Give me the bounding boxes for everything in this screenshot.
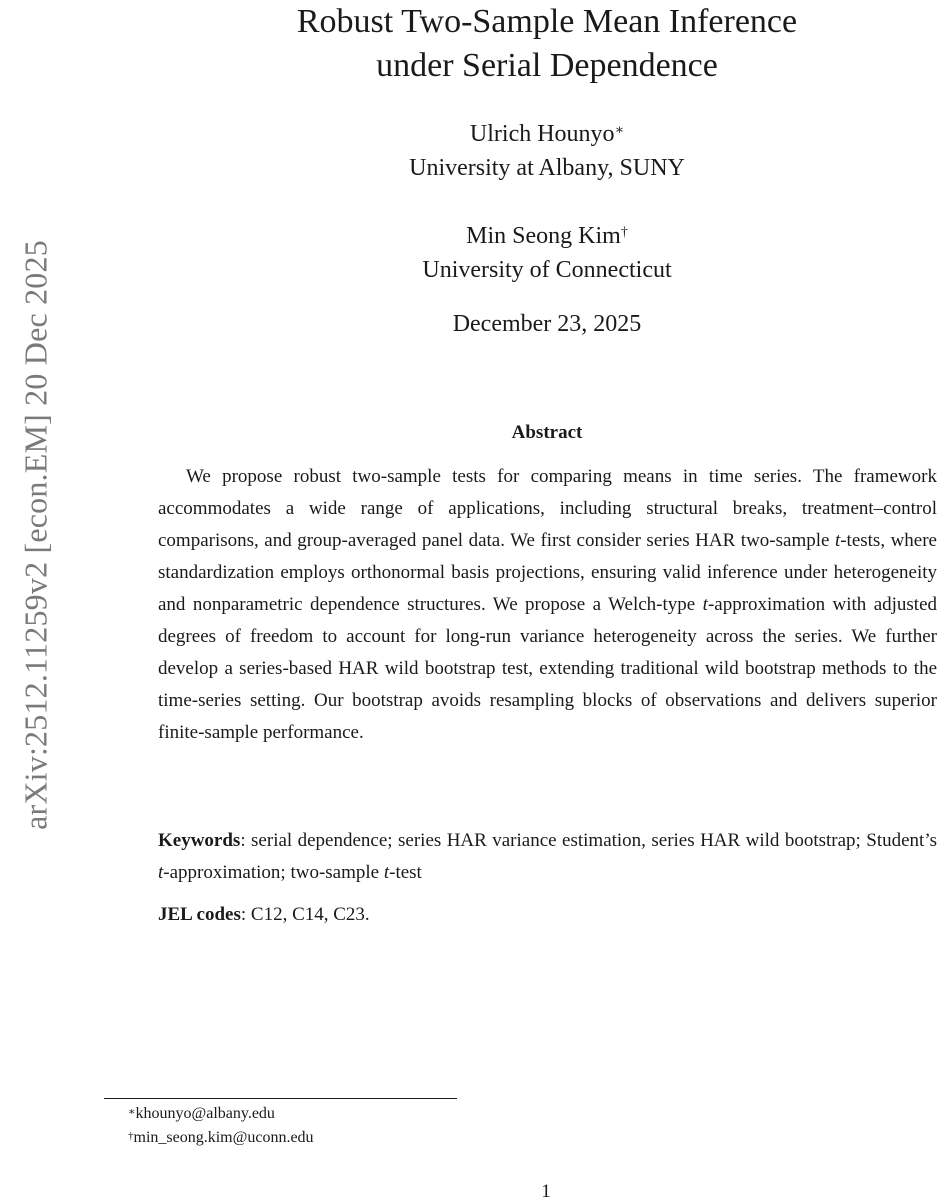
keywords-segment-1: : serial dependence; series HAR variance estimation, series HAR wild bootstrap; Student’s <box>240 830 937 851</box>
footnote-divider <box>104 1098 457 1099</box>
keywords-paragraph <box>158 825 937 889</box>
title-line-1: Robust Two-Sample Mean Inference <box>296 3 798 40</box>
footnote-mark-1: ∗ <box>128 1106 136 1118</box>
footnote-1 <box>128 1102 314 1126</box>
footnote-email-1: khounyo@albany.edu <box>135 1105 275 1122</box>
keywords-segment-3: -test <box>389 862 422 883</box>
keywords-math-t-2: t <box>383 862 390 883</box>
abstract-math-t-2: t <box>702 594 708 615</box>
keywords-segment-2: -approximation; two-sample <box>163 862 384 883</box>
abstract-math-t-1: t <box>834 530 841 551</box>
publication-date: December 23, 2025 <box>452 311 642 337</box>
author-footnote-mark-1: ∗ <box>614 123 625 138</box>
author-block-2 <box>157 219 937 287</box>
keywords-label: Keywords <box>158 830 241 851</box>
page-number: 1 <box>541 1181 551 1202</box>
abstract-heading: Abstract <box>511 422 583 443</box>
author-name-2-text: Min Seong Kim <box>466 223 621 249</box>
jel-codes-value: : C12, C14, C23. <box>240 904 370 925</box>
author-affiliation-1: University at Albany, SUNY <box>409 155 685 181</box>
abstract-segment-2: -tests, where standardization employs orthonormal basis projections, ensuring valid inference under heterogeneity and nonparametric dependence structures. We propose a Welch-type <box>158 530 937 615</box>
author-name-1 <box>157 117 937 151</box>
footnotes <box>128 1102 314 1150</box>
jel-codes-label: JEL codes <box>158 904 241 925</box>
abstract-segment-3: -approximation with adjusted degrees of freedom to account for long-run variance heterogeneity across the series. We further develop a series-based HAR wild bootstrap test, extending traditional wild bootstrap methods to the time-series setting. Our bootstrap avoids resampling blocks of observations and delivers superior finite-sample performance. <box>158 594 938 743</box>
footnote-email-2: min_seong.kim@uconn.edu <box>133 1129 314 1146</box>
title-line-2: under Serial Dependence <box>376 47 718 84</box>
keywords-math-t-1: t <box>158 862 164 883</box>
author-footnote-mark-2: † <box>620 225 628 240</box>
jel-codes-paragraph <box>158 900 937 930</box>
author-affiliation-2: University of Connecticut <box>422 257 672 283</box>
paper-title <box>157 0 937 88</box>
abstract-text <box>158 461 937 749</box>
footnote-2 <box>128 1126 314 1150</box>
abstract-segment-1: We propose robust two-sample tests for comparing means in time series. The framework accommodates a wide range of applications, including structural breaks, treatment–control comparisons, and group-averaged panel data. We first consider series HAR two-sample <box>158 466 937 551</box>
arxiv-identifier-stamp: arXiv:2512.11259v2 [econ.EM] 20 Dec 2025 <box>17 240 54 830</box>
author-name-1-text: Ulrich Hounyo <box>469 121 615 147</box>
footnote-mark-2: † <box>128 1130 134 1142</box>
author-name-2 <box>157 219 937 253</box>
author-block-1 <box>157 117 937 185</box>
